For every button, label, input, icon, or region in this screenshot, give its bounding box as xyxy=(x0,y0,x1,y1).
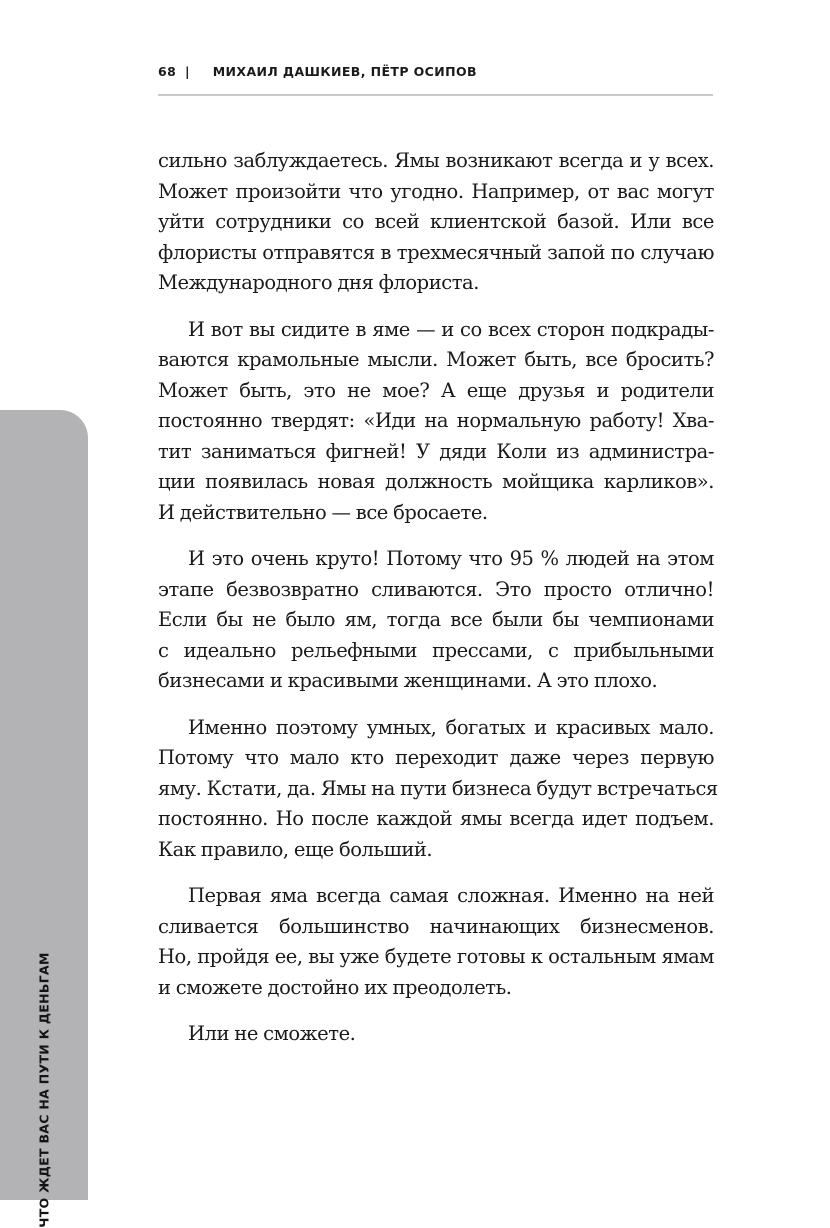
text-line: этапе безвозвратно сливаются. Это просто отлично! xyxy=(158,577,714,601)
running-header xyxy=(158,64,713,96)
paragraph xyxy=(158,315,714,529)
text-line: ции появилась новая должность мойщика карликов». xyxy=(158,470,714,493)
paragraph xyxy=(158,146,714,299)
header-authors: МИХАИЛ ДАШКИЕВ, ПЁТР ОСИПОВ xyxy=(212,64,477,79)
text-line: и сможете достойно их преодолеть. xyxy=(158,975,512,999)
paragraph xyxy=(158,544,714,697)
text-line: Но, пройдя ее, вы уже будете готовы к остальным ямам xyxy=(158,945,714,968)
text-line: постоянно. Но после каждой ямы всегда идет подъем. xyxy=(158,807,714,830)
text-line: Потому что мало кто переходит даже через первую xyxy=(158,746,714,769)
paragraph xyxy=(158,713,718,866)
paragraph xyxy=(158,1019,714,1050)
text-line: постоянно твердят: «Иди на нормальную работу! Хва- xyxy=(158,409,714,432)
text-line: Может произойти что угодно. Например, от вас могут xyxy=(158,179,714,203)
text-line: бизнесами и красивыми женщинами. А это плохо. xyxy=(158,669,658,692)
text-line: И вот вы сидите в яме — и со всех сторон подкрады- xyxy=(188,317,714,341)
text-line: флористы отправятся в трехмесячный запой по случаю xyxy=(158,240,714,264)
text-line: Может быть, это не мое? А еще друзья и родители xyxy=(158,378,714,402)
text-line: с идеально рельефными прессами, с прибыльными xyxy=(158,638,714,662)
body-text xyxy=(158,146,718,1050)
text-line: яму. Кстати, да. Ямы на пути бизнеса будут встречаться xyxy=(158,776,718,800)
text-line: Если бы не было ям, тогда все были бы чемпионами xyxy=(158,608,714,631)
text-line: Первая яма всегда самая сложная. Именно на ней xyxy=(188,884,714,907)
text-line: ваются крамольные мысли. Может быть, все бросить? xyxy=(158,348,714,371)
text-line: сильно заблуждаетесь. Ямы возникают всегда и у всех. xyxy=(158,149,714,172)
text-line: Международного дня флориста. xyxy=(158,271,479,294)
text-line: тит заниматься фигней! У дяди Коли из администра- xyxy=(158,439,714,463)
text-line: Как правило, еще больший. xyxy=(158,837,433,861)
paragraph xyxy=(158,881,714,1003)
text-line: сливается большинство начинающих бизнесменов. xyxy=(158,914,714,938)
text-line: Или не сможете. xyxy=(188,1022,356,1045)
header-separator: | xyxy=(184,64,190,79)
page-number: 68 xyxy=(158,64,177,79)
text-line: Именно поэтому умных, богатых и красивых мало. xyxy=(188,715,714,739)
text-line: уйти сотрудники со всей клиентской базой. Или все xyxy=(158,210,714,233)
text-line: И это очень круто! Потому что 95 % людей на этом xyxy=(188,547,714,570)
text-line: И действительно — все бросаете. xyxy=(158,500,488,524)
chapter-title-vertical: ЧТО ЖДЕТ ВАС НА ПУТИ К ДЕНЬГАМ xyxy=(36,952,52,1228)
